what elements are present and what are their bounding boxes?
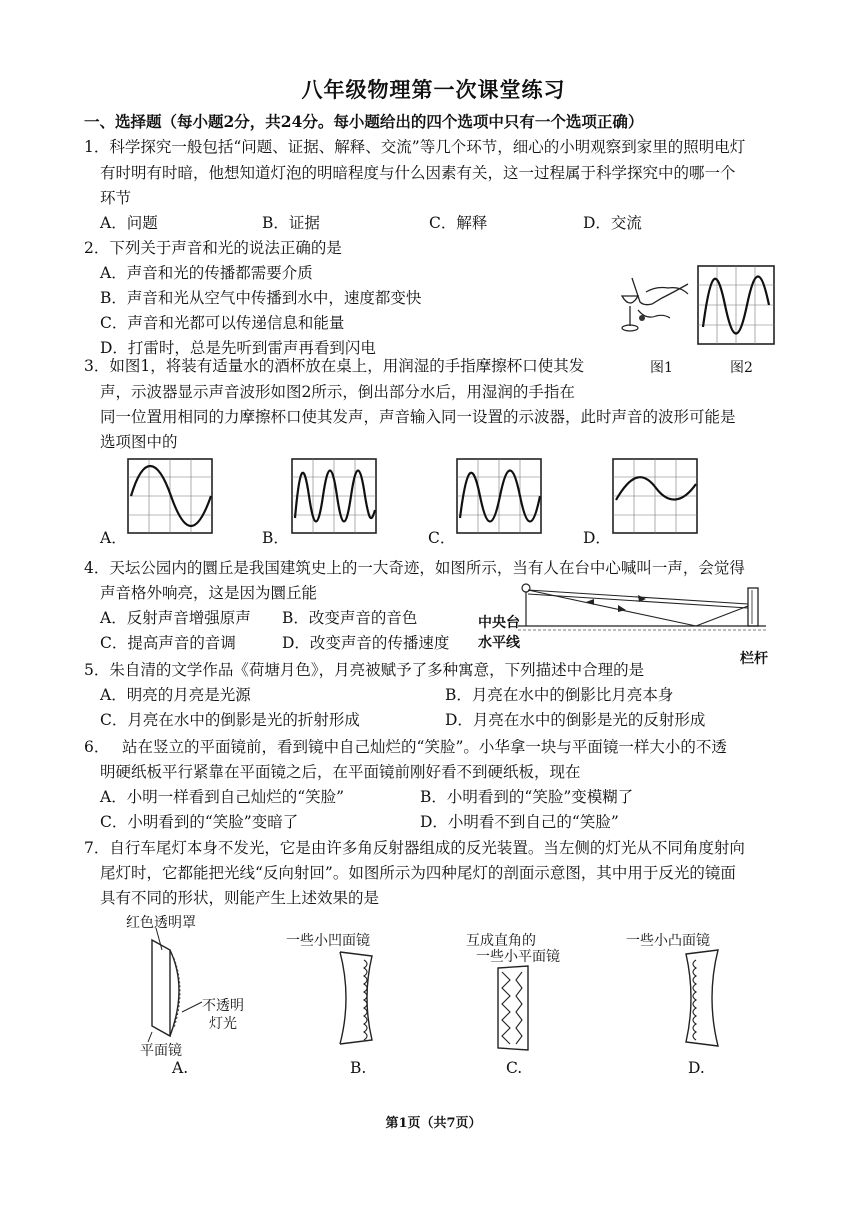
q5-option-b: B．月亮在水中的倒影比月亮本身 (445, 686, 674, 704)
q4-line-2: 声音格外响亮，这是因为圜丘能 (100, 584, 318, 602)
label-railing: 栏杆 (740, 651, 768, 667)
q3-line-1: 3．如图1，将装有适量水的酒杯放在桌上，用润湿的手指摩擦杯口使其发 (84, 357, 585, 375)
q4-line-1: 4．天坛公园内的圜丘是我国建筑史上的一大奇迹，如图所示，当有人在台中心喊叫一声，会觉得 (84, 559, 745, 577)
q7-option-c-label: C. (506, 1059, 523, 1077)
q7-figure-a-flat-mirror (130, 928, 220, 1046)
q3-option-d-label: D． (583, 529, 611, 547)
q7-c-label-2: 一些小平面镜 (476, 949, 560, 965)
oscilloscope-figure-2 (697, 265, 775, 345)
q1-line-1: 1．科学探究一般包括“问题、证据、解释、交流”等几个环节，细心的小明观察到家里的照明电灯 (84, 138, 746, 156)
q7-option-d-label: D. (688, 1059, 705, 1077)
q1-line-3: 环节 (100, 189, 132, 207)
q2-option-c: C．声音和光都可以传递信息和能量 (100, 314, 345, 332)
q4-option-a: A．反射声音增强原声 (100, 609, 251, 627)
q6-option-a: A．小明一样看到自己灿烂的“笑脸” (100, 788, 345, 806)
q7-figure-d-convex-mirrors (678, 948, 738, 1052)
q5-stem: 5．朱自清的文学作品《荷塘月色》，月亮被赋予了多种寓意，下列描述中合理的是 (84, 661, 645, 679)
q3-option-c-waveform (456, 458, 542, 534)
q3-line-3: 同一位置用相同的力摩擦杯口使其发声，声音输入同一设置的示波器，此时声音的波形可能是 (100, 408, 736, 426)
q3-option-a-waveform (127, 458, 213, 534)
q2-option-d: D．打雷时，总是先听到雷声再看到闪电 (100, 339, 376, 357)
q1-option-a: A．问题 (100, 214, 158, 232)
q7-a-mirror-label: 平面镜 (140, 1043, 182, 1059)
q7-a-cover-label: 红色透明罩 (126, 915, 196, 931)
q3-option-b-waveform (291, 458, 377, 534)
q1-option-d: D．交流 (583, 214, 642, 232)
q3-option-b-label: B． (262, 529, 289, 547)
q7-a-opaque-label: 不透明 (202, 998, 244, 1014)
q3-option-c-label: C． (428, 529, 456, 547)
section-heading: 一、选择题（每小题2分，共24分。每小题给出的四个选项中只有一个选项正确） (84, 112, 644, 131)
label-horizontal-line: 水平线 (478, 635, 520, 651)
q1-option-c: C．解释 (429, 214, 488, 232)
q3-line-2: 声，示波器显示声音波形如图2所示，倒出部分水后，用湿润的手指在 (100, 383, 575, 401)
page-title: 八年级物理第一次课堂练习 (301, 77, 566, 102)
q2-option-b: B．声音和光从空气中传播到水中，速度都变快 (100, 289, 422, 307)
q7-line-3: 具有不同的形状，则能产生上述效果的是 (100, 889, 380, 907)
figure-2-caption: 图2 (730, 360, 753, 376)
q7-line-2: 尾灯时，它都能把光线“反向射回”。如图所示为四种尾灯的剖面示意图，其中用于反光的镜面 (100, 864, 736, 882)
q7-figure-c-right-angle-mirrors (488, 964, 548, 1054)
q6-option-d: D．小明看不到自己的“笑脸” (420, 813, 619, 831)
q7-b-label: 一些小凹面镜 (286, 933, 370, 949)
q7-a-light-label: 灯光 (209, 1016, 237, 1032)
q4-option-b: B．改变声音的音色 (282, 609, 418, 627)
q6-option-c: C．小明看到的“笑脸”变暗了 (100, 813, 299, 831)
q5-option-a: A．明亮的月亮是光源 (100, 686, 251, 704)
q6-line-1: 6． 站在竖立的平面镜前，看到镜中自己灿烂的“笑脸”。小华拿一块与平面镜一样大小的不透 (84, 738, 727, 756)
q7-option-b-label: B. (350, 1059, 367, 1077)
q6-line-2: 明硬纸板平行紧靠在平面镜之后，在平面镜前刚好看不到硬纸板，现在 (100, 763, 581, 781)
q2-option-a: A．声音和光的传播都需要介质 (100, 264, 313, 282)
label-center-platform: 中央台 (478, 615, 520, 631)
q3-option-a-label: A． (100, 529, 127, 547)
q6-option-b: B．小明看到的“笑脸”变模糊了 (420, 788, 634, 806)
q5-option-d: D．月亮在水中的倒影是光的反射形成 (445, 711, 706, 729)
page-footer: 第1页（共7页） (385, 1116, 482, 1131)
q1-line-2: 有时明有时暗，他想知道灯泡的明暗程度与什么因素有关，这一过程属于科学探究中的哪一个 (100, 164, 736, 182)
q7-d-label: 一些小凸面镜 (626, 933, 710, 949)
q3-line-4: 选项图中的 (100, 433, 178, 451)
q5-option-c: C．月亮在水中的倒影是光的折射形成 (100, 711, 360, 729)
figure-1-caption: 图1 (650, 360, 673, 376)
q1-option-b: B．证据 (262, 214, 320, 232)
q4-option-d: D．改变声音的传播速度 (282, 634, 450, 652)
q7-c-label-1: 互成直角的 (466, 933, 536, 949)
q2-stem: 2．下列关于声音和光的说法正确的是 (84, 239, 342, 257)
q7-figure-b-concave-mirrors (328, 948, 388, 1050)
q4-option-c: C．提高声音的音调 (100, 634, 236, 652)
q7-option-a-label: A. (172, 1059, 189, 1077)
echo-diagram (476, 578, 772, 646)
q3-option-d-waveform (612, 458, 698, 534)
q7-line-1: 7．自行车尾灯本身不发光，它是由许多角反射器组成的反光装置。当左侧的灯光从不同角度射向 (84, 839, 745, 857)
wine-glass-figure (612, 270, 690, 342)
